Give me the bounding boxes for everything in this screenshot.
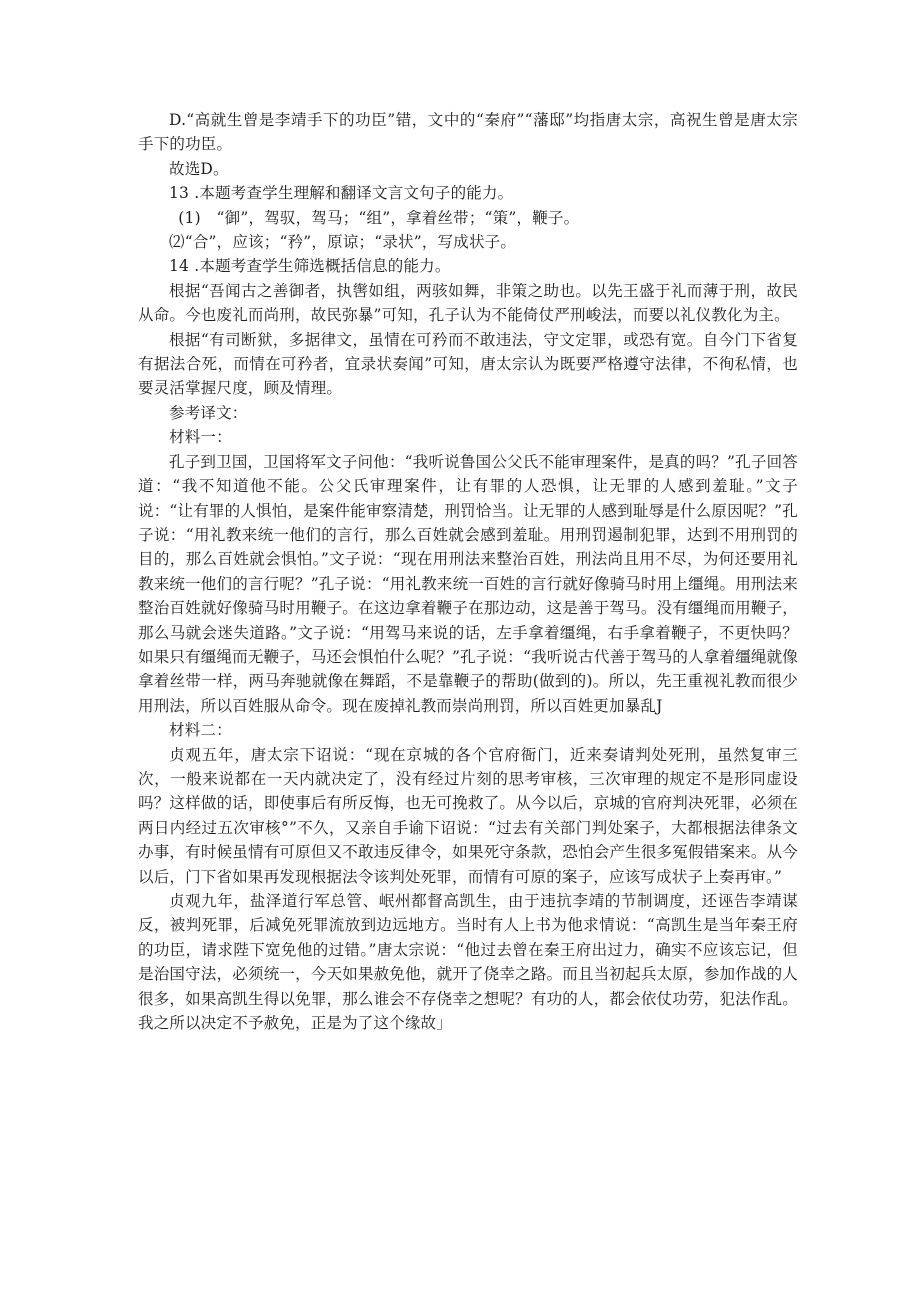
answer-line: 故选D。 [169, 159, 229, 178]
question-13-heading: 13 .本题考查学生理解和翻译文言文句子的能力。 [169, 184, 514, 203]
document-body [138, 108, 798, 1035]
material-two-text-2: 贞观九年，盐泽道行军总管、岷州都督高凯生，由于违抗李靖的节制调度，还诬告李靖谋反，被判死罪，后减免死罪流放到边远地方。当时有人上书为他求情说：“高凯生是当年秦王府的功臣，请求陛下宽免他的过错。”唐太宗说：“他过去曾在秦王府出过力，确实不应该忘记，但是治国守法，必须统一，今天如果赦免他，就开了侥幸之路。而且当初起兵太原，参加作战的人很多，如果高凯生得以免罪，那么谁会不存侥幸之想呢？有功的人，都会依仗功劳，犯法作乱。我之所以决定不予赦免，正是为了这个缘故」 [138, 892, 798, 1033]
question-13-part-1: (1) “御”，驾驭，驾马；“组”，拿着丝带；“策”，鞭子。 [178, 208, 580, 227]
material-two-heading: 材料二： [169, 721, 232, 740]
material-one-text: 孔子到卫国，卫国将军文子问他：“我听说鲁国公父氏不能审理案件，是真的吗？”孔子回答道：“我不知道他不能。公父氏审理案件，让有罪的人恐惧，让无罪的人感到羞耻。”文子说：“让有罪的人惧怕，是案件能审察清楚，刑罚恰当。让无罪的人感到耻辱是什么原因呢？”孔子说：“用礼教来统一他们的言行，那么百姓就会感到羞耻。用刑罚遏制犯罪，达到不用刑罚的目的，那么百姓就会惧怕。”文子说：“现在用刑法来整治百姓，刑法尚且用不尽，为何还要用礼教来统一他们的言行呢？”孔子说：“用礼教来统一百姓的言行就好像骑马时用上缰绳。用刑法来整治百姓就好像骑马时用鞭子。在这边拿着鞭子在那边动，这是善于驾马。没有缰绳而用鞭子，那么马就会迷失道路。”文子说：“用驾马来说的话，左手拿着缰绳，右手拿着鞭子，不更快吗？如果只有缰绳而无鞭子，马还会惧怕什么呢？”孔子说：“我听说古代善于驾马的人拿着缰绳就像拿着丝带一样，两马奔驰就像在舞蹈，不是靠鞭子的帮助(做到的)。所以，先王重视礼教而很少用刑法，所以百姓服从命令。现在废掉礼教而崇尚刑罚，所以百姓更加暴乱J [138, 452, 798, 715]
question-13-part-2: ⑵“合”，应该；“矜”，原谅；“录状”，写成状子。 [169, 233, 517, 252]
question-14-heading: 14 .本题考查学生筛选概括信息的能力。 [169, 257, 451, 276]
question-14-analysis-1: 根据“吾闻古之善御者，执辔如组，两骇如舞，非策之助也。以先王盛于礼而薄于刑，故民从命。今也废礼而尚刑，故民弥暴”可知，孔子认为不能倚仗严刑峻法，而要以礼仪教化为主。 [138, 281, 798, 325]
translation-heading: 参考译文： [169, 403, 248, 422]
question-14-analysis-2: 根据“有司断狱，多据律文，虽情在可矜而不敢违法，守文定罪，或恐有宽。自今门下省复有据法合死，而情在可矜者，宜录状奏闻”可知，唐太宗认为既要严格遵守法律，不徇私情，也要灵活掌握尺度，顾及情理。 [138, 330, 798, 398]
material-one-heading: 材料一： [169, 428, 232, 447]
material-two-text-1: 贞观五年，唐太宗下诏说：“现在京城的各个官府衙门，近来奏请判处死刑，虽然复审三次，一般来说都在一天内就决定了，没有经过片刻的思考审核，三次审理的规定不是形同虚设吗？这样做的话，即使事后有所反悔，也无可挽救了。从今以后，京城的官府判决死罪，必须在两日内经过五次审核°”不久，又亲自手谕下诏说：“过去有关部门判处案子，大都根据法律条文办事，有时候虽情有可原但又不敢违反律令，如果死守条款，恐怕会产生很多冤假错案来。从今以后，门下省如果再发现根据法令该判处死罪，而情有可原的案子，应该写成状子上奏再审。” [138, 745, 798, 886]
option-d-explanation: D.“高就生曾是李靖手下的功臣”错，文中的“秦府”“藩邸”均指唐太宗，高祝生曾是唐太宗手下的功臣。 [138, 111, 798, 154]
